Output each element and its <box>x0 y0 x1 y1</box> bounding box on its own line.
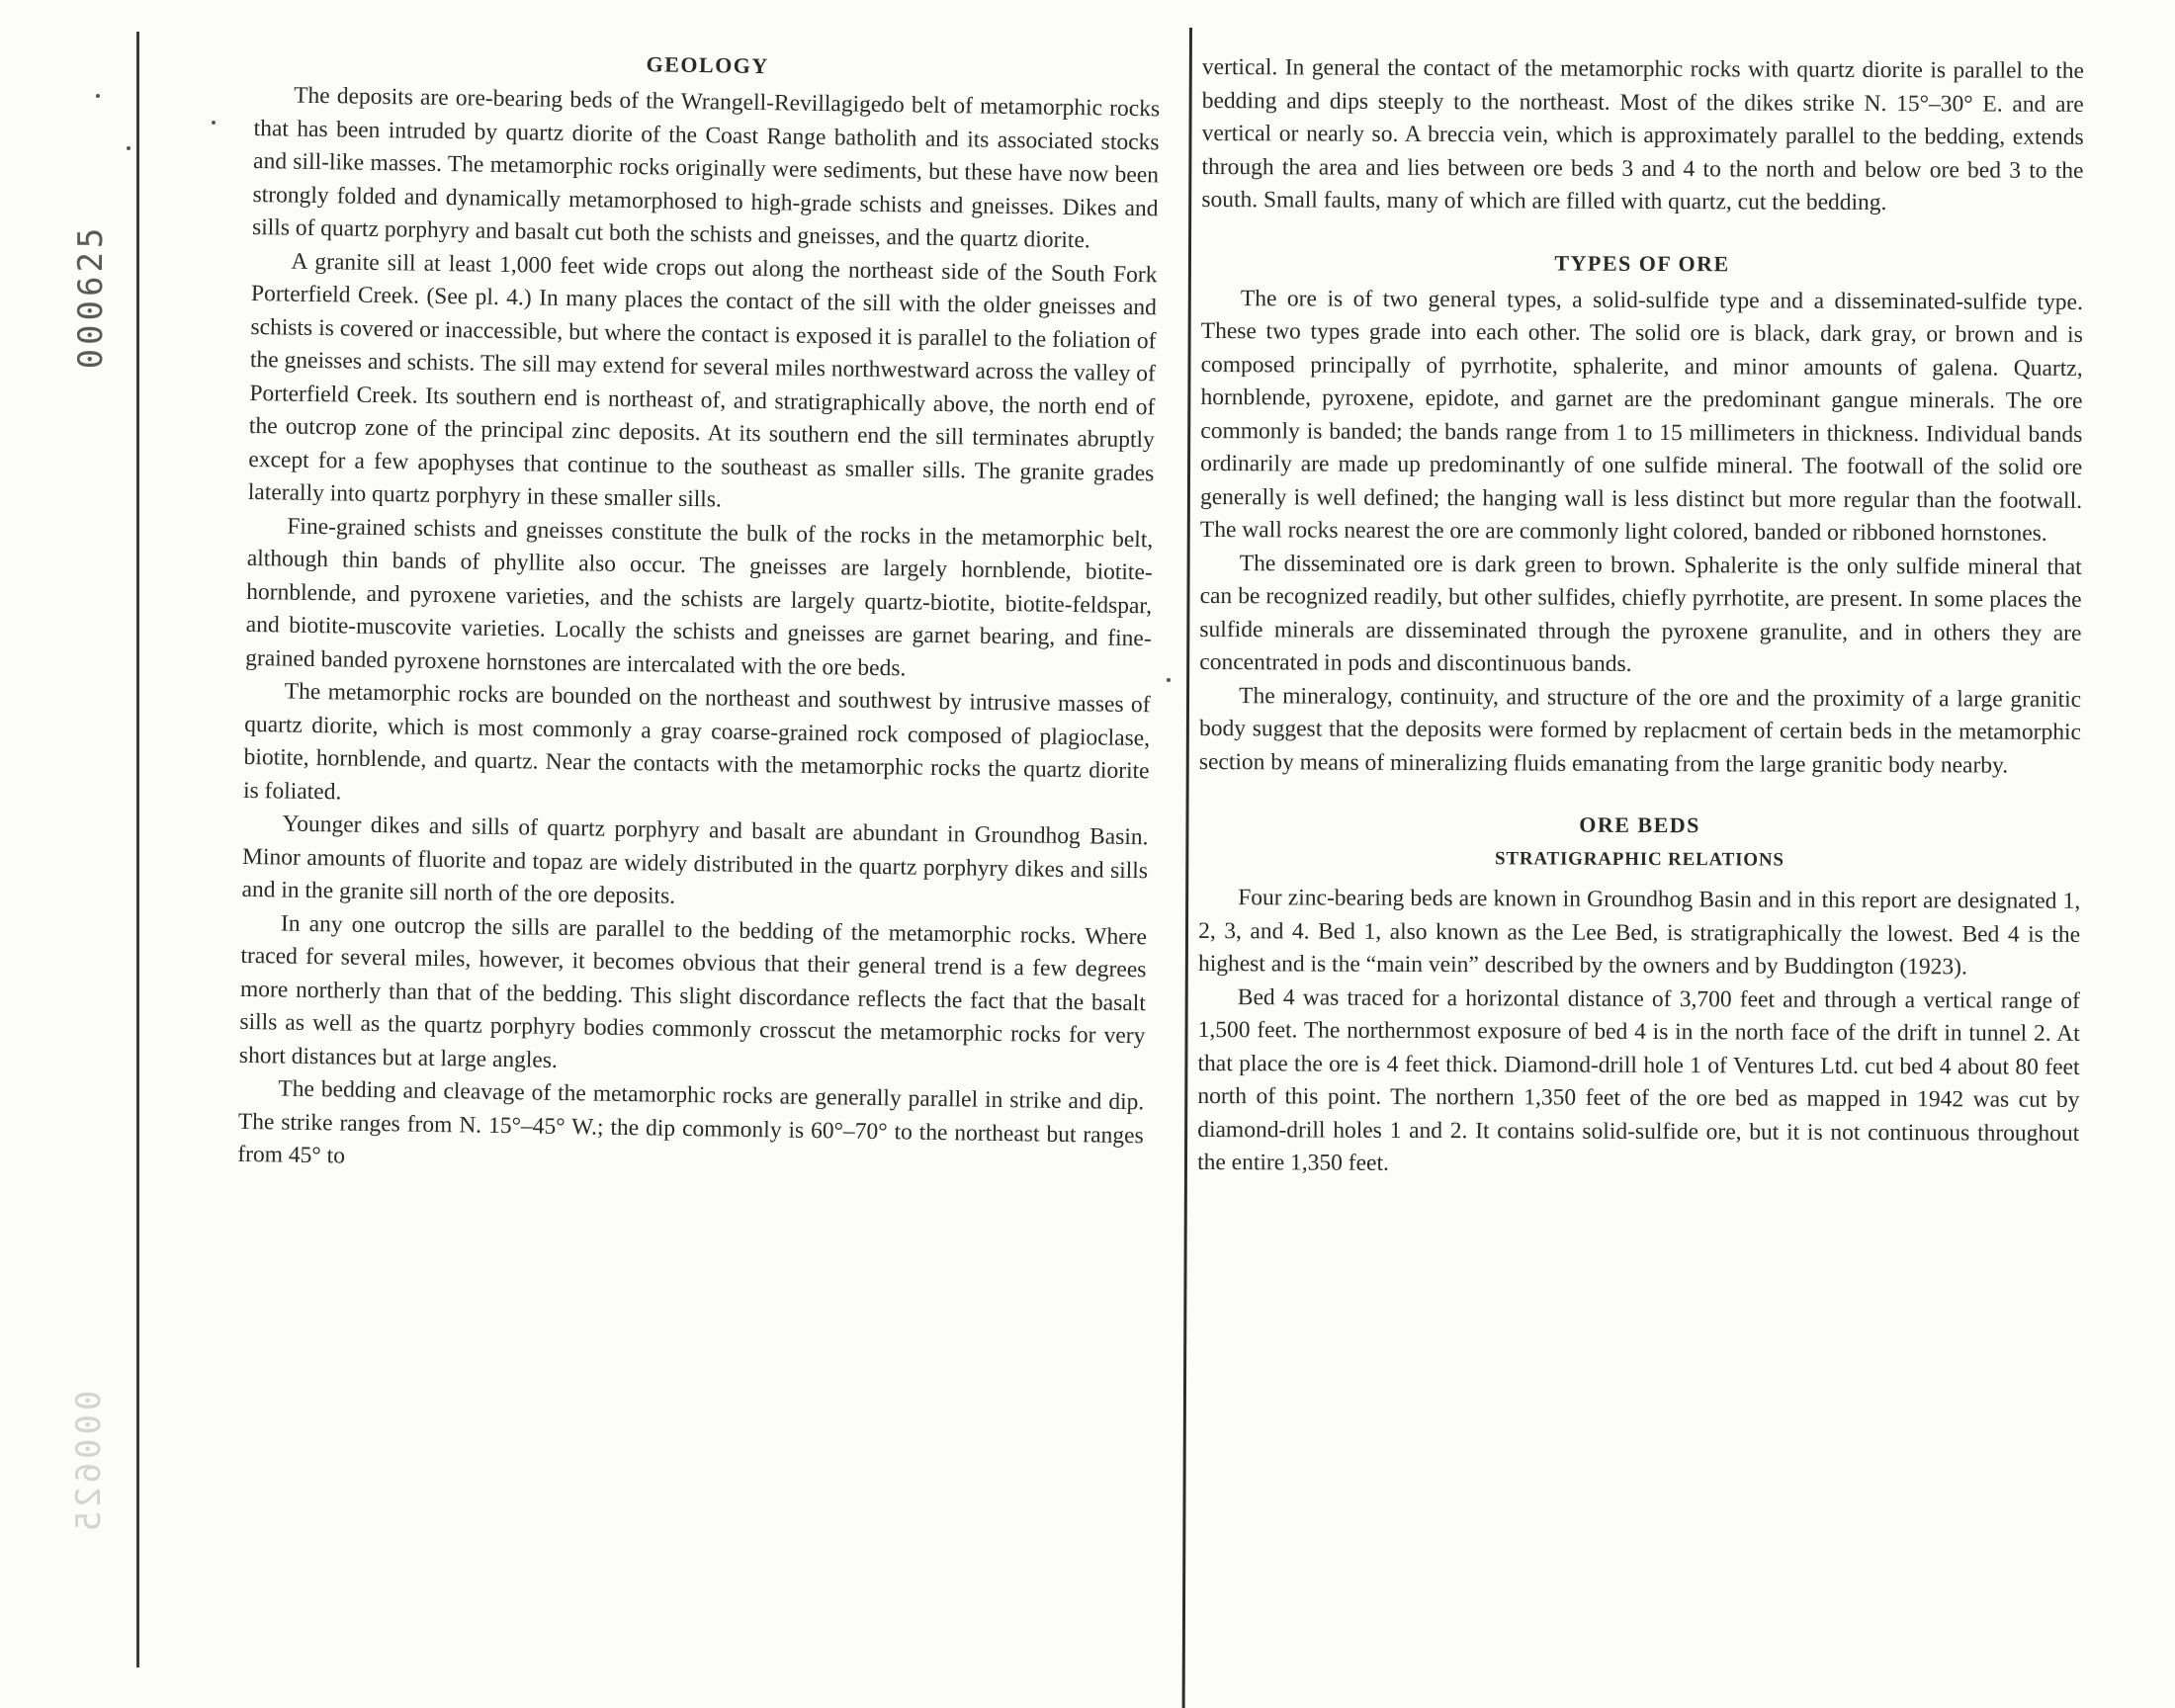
paragraph: In any one outcrop the sills are parallel to the bedding of the metamorphic rocks. Where traced for several miles, however, it becomes obvious that their general trend is a few degrees more northerly than that of the bedding. This slight discordance reflects the fact that the basalt sills as well as the quartz porphyry bodies commonly crosscut the metamorphic rocks for very short distances but at large angles. <box>238 910 1148 1073</box>
paragraph: The mineralogy, continuity, and structure of the ore and the proximity of a large granitic body suggest that the deposits were formed by replacment of certain beds in the metamorphic section by means of mineralizing fluids emanating from the large granitic body nearby. <box>1198 682 2082 779</box>
paragraph: Four zinc-bearing beds are known in Groundhog Basin and in this report are designated 1, 2, 3, and 4. Bed 1, also known as the Lee Bed, is stratigraphically the lowest. Bed 4 is the highest and is the “main vein” described by the owners and by Buddington (1923). <box>1197 885 2081 981</box>
paragraph: A granite sill at least 1,000 feet wide crops out along the northeast side of the South Fork Porterfield Creek. (See pl. 4.) In many places the contact of the sill with the older gneisses and schists is covered or inaccessible, but where the contact is exposed it is parallel to the foliation of the gneisses and schists. The sill may extend for several miles northwestward across the valley of Porterfield Creek. Its southern end is northeast of, and stratigraphically above, the north end of the outcrop zone of the principal zinc deposits. At its southern end the sill terminates abruptly except for a few apophyses that continue to the southeast as smaller sills. The granite grades laterally into quartz porphyry in these smaller sills. <box>247 248 1158 513</box>
faint-bleedthrough-stamp: 000625 <box>69 1390 109 1536</box>
column-divider-rule <box>1182 28 1192 1708</box>
page-stamp-number: 000625 <box>71 223 111 370</box>
paragraph: The disseminated ore is dark green to brown. Sphalerite is the only sulfide mineral that can be recognized readily, but other sulfides, chiefly pyrrhotite, are present. In some places the sulfide minerals are disseminated through the pyroxene granulite, and in others they are concentrated in pods and discontinuous bands. <box>1199 550 2082 677</box>
paragraph: Bed 4 was traced for a horizontal distance of 3,700 feet and through a vertical range of 1,500 feet. The northernmost exposure of bed 4 is in the north face of the drift in tunnel 2. At that place the ore is 4 feet thick. Diamond-drill hole 1 of Ventures Ltd. cut bed 4 about 80 feet north of this point. The northern 1,350 feet of the ore bed as mapped in 1942 was cut by diamond-drill holes 1 and 2. It contains solid-sulfide ore, but it is not continuous throughout the entire 1,350 feet. <box>1197 983 2080 1176</box>
paragraph: Fine-grained schists and gneisses constitute the bulk of the rocks in the metamorphic belt, although thin bands of phyllite also occur. The gneisses are largely hornblende, biotite-hornblende, and pyroxene varieties, and the schists are largely quartz-biotite, biotite-feldspar, and biotite-muscovite varieties. Locally the schists and gneisses are garnet bearing, and fine-grained banded pyroxene hornstones are intercalated with the ore beds. <box>245 513 1154 681</box>
left-margin-rule <box>136 32 139 1667</box>
continuation-paragraph: vertical. In general the contact of the metamorphic rocks with quartz diorite is parallel to the bedding and dips steeply to the northeast. Most of the dikes strike N. 15°–30° E. and are vertical or nearly so. A breccia vein, which is approximately parallel to the bedding, extends through the area and lies between ore beds 3 and 4 to the north and below ore bed 3 to the south. Small faults, many of which are filled with quartz, cut the bedding. <box>1201 53 2084 216</box>
paragraph: The metamorphic rocks are bounded on the northeast and southwest by intrusive masses of quartz diorite, which is most commonly a gray coarse-grained rock composed of plagioclase, biotite, hornblende, and quartz. Near the contacts with the metamorphic rocks the quartz diorite is foliated. <box>242 678 1151 805</box>
scan-speck <box>212 121 216 125</box>
paragraph: The bedding and cleavage of the metamorphic rocks are generally parallel in strike and dip. The strike ranges from N. 15°–45° W.; the dip commonly is 60°–70° to the northeast but ranges from 45° to <box>237 1075 1145 1169</box>
section-heading-ore-beds: ORE BEDS <box>1579 811 1700 838</box>
scan-speck <box>127 146 130 150</box>
section-heading-geology: GEOLOGY <box>646 51 769 79</box>
paragraph: Younger dikes and sills of quartz porphyry and basalt are abundant in Groundhog Basin. Minor amounts of fluorite and topaz are widely distributed in the quartz porphyry dikes and sills and in the granite sill north of the ore deposits. <box>241 811 1149 909</box>
paragraph: The deposits are ore-bearing beds of the Wrangell-Revillagigedo belt of metamorphic rocks that has been intruded by quartz diorite of the Coast Range batholith and its associated stocks and sill-like masses. The metamorphic rocks originally were sediments, but these have now been strongly folded and dynamically metamorphosed to high-grade schists and gneisses. Dikes and sills of quartz porphyry and basalt cut both the schists and gneisses, and the quartz diorite. <box>251 82 1161 254</box>
section-heading-types-of-ore: TYPES OF ORE <box>1554 250 1730 276</box>
scan-speck <box>96 94 100 98</box>
right-text-column <box>1197 51 2084 1183</box>
left-text-column <box>237 43 1161 1186</box>
scan-speck <box>1167 678 1171 682</box>
paragraph: The ore is of two general types, a solid-sulfide type and a disseminated-sulfide type. These two types grade into each other. The solid ore is black, dark gray, or brown and is composed principally of pyrrhotite, sphalerite, and minor amounts of galena. Quartz, hornblende, pyroxene, epidote, and garnet are the predominant gangue minerals. The ore commonly is banded; the bands range from 1 to 15 millimeters in thickness. Individual bands ordinarily are made up predominantly of one sulfide mineral. The footwall of the solid ore generally is well defined; the hanging wall is less distinct but more regular than the footwall. The wall rocks nearest the ore are commonly light colored, banded or ribboned hornstones. <box>1199 285 2083 547</box>
subheading-stratigraphic-relations: STRATIGRAPHIC RELATIONS <box>1495 848 1784 871</box>
